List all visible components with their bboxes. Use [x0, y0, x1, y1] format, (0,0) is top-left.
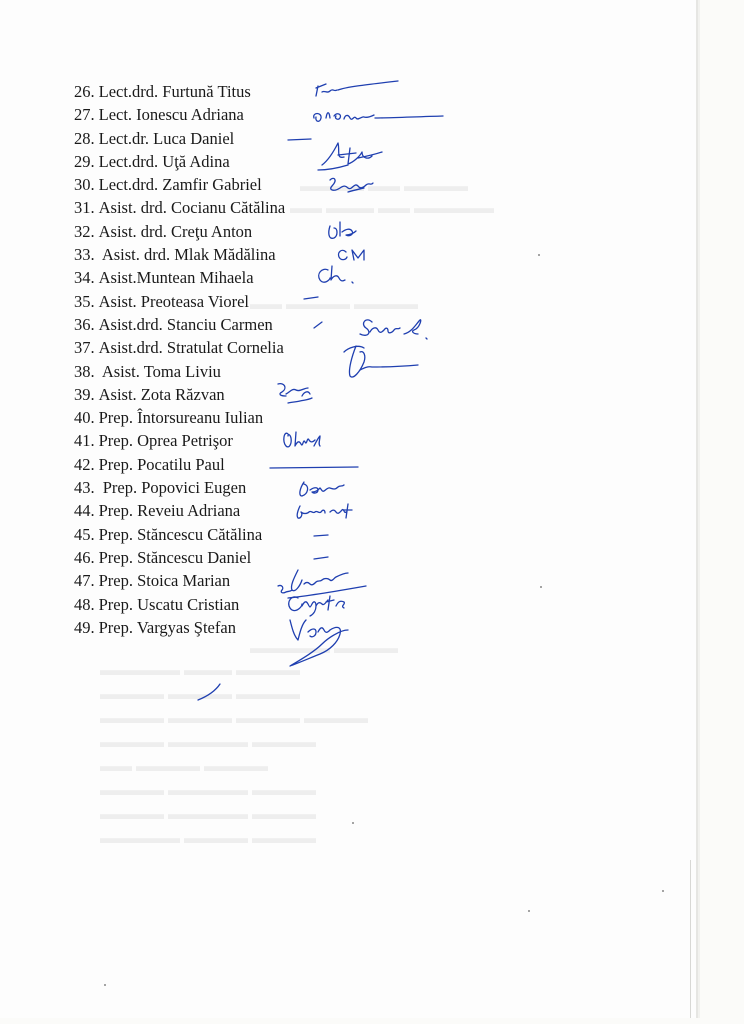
row-number: 48.: [74, 594, 95, 614]
staff-name: Asist.drd. Stanciu Carmen: [98, 314, 273, 334]
staff-name: Lect.drd. Furtună Titus: [98, 82, 251, 101]
row-number: 33.: [74, 245, 95, 265]
row-number: 43.: [74, 478, 95, 498]
roster-row: [74, 429, 285, 452]
roster-row: [74, 360, 285, 383]
row-number: 40.: [74, 408, 95, 428]
row-number: 37.: [74, 338, 95, 358]
staff-name: Prep. Popovici Eugen: [98, 478, 247, 498]
staff-name: Prep. Uscatu Cristian: [98, 594, 240, 614]
roster-row: [74, 336, 285, 359]
roster-row: [74, 313, 285, 336]
staff-name: Prep. Pocatilu Paul: [98, 454, 225, 474]
staff-name: Asist. Preoteasa Viorel: [98, 291, 250, 311]
staff-name: Lect.drd. Zamfir Gabriel: [98, 175, 262, 195]
staff-name: Asist. drd. Mlak Mădălina: [98, 245, 276, 265]
row-number: 45.: [74, 524, 95, 544]
roster-row: [74, 523, 285, 546]
staff-roster: [74, 80, 285, 639]
staff-name: Lect.drd. Uţă Adina: [98, 151, 230, 171]
roster-row: [74, 616, 285, 639]
staff-name: Prep. Vargyas Ştefan: [98, 617, 236, 637]
staff-name: Asist. Zota Răzvan: [98, 384, 225, 404]
row-number: 46.: [74, 547, 95, 567]
speck: [662, 890, 664, 892]
speck: [540, 586, 542, 588]
roster-row: [74, 593, 285, 616]
row-number: 29.: [74, 151, 95, 171]
row-number: 31.: [74, 198, 95, 218]
row-number: 47.: [74, 571, 95, 591]
row-number: 26.: [74, 82, 95, 101]
speck: [352, 822, 354, 824]
roster-row: [74, 103, 285, 126]
roster-row: [74, 150, 285, 173]
staff-name: Prep. Stăncescu Daniel: [98, 547, 252, 567]
roster-row: [74, 453, 285, 476]
staff-name: Asist. drd. Cocianu Cătălina: [98, 198, 286, 218]
row-number: 39.: [74, 384, 95, 404]
roster-row: [74, 290, 285, 313]
row-number: 35.: [74, 291, 95, 311]
roster-row: [74, 173, 285, 196]
row-number: 42.: [74, 454, 95, 474]
page-edge: [690, 860, 696, 1018]
roster-row: [74, 546, 285, 569]
staff-name: Asist.drd. Stratulat Cornelia: [98, 338, 284, 358]
staff-name: Prep. Stoica Marian: [98, 571, 231, 591]
row-number: 32.: [74, 221, 95, 241]
speck: [528, 910, 530, 912]
roster-row: [74, 220, 285, 243]
staff-name: Lect. Ionescu Adriana: [98, 105, 244, 125]
speck: [104, 984, 106, 986]
row-number: 41.: [74, 431, 95, 451]
roster-row: [74, 196, 285, 219]
roster-row: [74, 406, 285, 429]
roster-row: [74, 243, 285, 266]
row-number: 30.: [74, 175, 95, 195]
staff-name: Asist. Toma Liviu: [98, 361, 221, 381]
staff-name: Prep. Stăncescu Cătălina: [98, 524, 263, 544]
roster-row: [74, 80, 285, 103]
staff-name: Prep. Întorsureanu Iulian: [98, 408, 264, 428]
roster-row: [74, 266, 285, 289]
row-number: 49.: [74, 617, 95, 637]
staff-name: Asist. drd. Creţu Anton: [98, 221, 253, 241]
row-number: 36.: [74, 314, 95, 334]
speck: [538, 254, 540, 256]
row-number: 34.: [74, 268, 95, 288]
bleed-through-text: ▬▬▬▬ ▬▬ ▬▬▬▬ ▬▬▬▬▬ ▬▬ ▬▬▬ ▬▬ ▬▬▬▬ ▬▬▬▬ ▬▬ ▬▬▬▬ ▬▬▬▬▬ ▬▬▬▬ ▬▬▬ ▬▬▬▬▬ ▬▬▬▬ ▬▬▬▬ ▬▬▬▬ ▬▬▬▬ ▬▬▬▬ ▬▬▬▬ ▬▬▬▬ ▬▬▬▬ ▬▬▬▬▬ ▬▬▬▬ ▬▬▬▬ ▬▬▬▬ ▬▬ ▬▬▬▬ ▬▬▬▬▬ ▬▬▬▬ ▬▬▬▬ ▬▬▬▬▬ ▬▬▬▬ ▬▬▬▬ ▬▬▬▬ ▬▬▬▬▬: [100, 178, 494, 847]
staff-name: Prep. Oprea Petrişor: [98, 431, 233, 451]
roster-row: [74, 569, 285, 592]
roster-row: [74, 499, 285, 522]
row-number: 28.: [74, 128, 95, 148]
roster-row: [74, 383, 285, 406]
staff-name: Lect.dr. Luca Daniel: [98, 128, 235, 148]
roster-row: [74, 476, 285, 499]
row-number: 38.: [74, 361, 95, 381]
staff-name: Prep. Reveiu Adriana: [98, 501, 241, 521]
roster-row: [74, 127, 285, 150]
staff-name: Asist.Muntean Mihaela: [98, 268, 254, 288]
row-number: 27.: [74, 105, 95, 125]
row-number: 44.: [74, 501, 95, 521]
